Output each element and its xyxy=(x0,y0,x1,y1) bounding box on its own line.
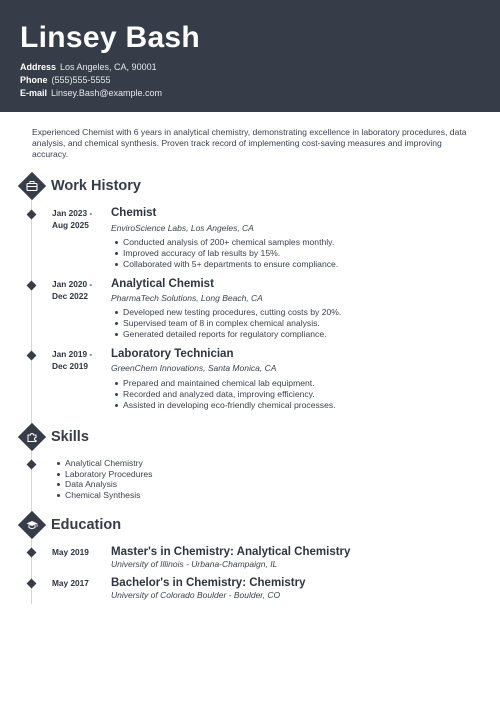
list-item: Supervised team of 8 in complex chemical analysis. xyxy=(114,318,341,329)
job-dates xyxy=(52,279,106,302)
timeline-marker xyxy=(27,460,37,470)
contact-value: Linsey.Bash@example.com xyxy=(51,88,163,98)
contact-email xyxy=(20,87,162,99)
list-item: Collaborated with 5+ departments to ensure compliance. xyxy=(114,259,338,270)
graduation-cap-icon xyxy=(18,511,46,539)
list-item: Assisted in developing eco-friendly chemical processes. xyxy=(114,400,336,411)
job-organization: EnviroScience Labs, Los Angeles, CA xyxy=(111,223,254,233)
skill-item: Laboratory Procedures xyxy=(56,469,152,480)
timeline-marker xyxy=(27,579,37,589)
timeline-marker xyxy=(27,210,37,220)
list-item: Developed new testing procedures, cutting costs by 20%. xyxy=(114,307,341,318)
contact-address xyxy=(20,61,157,73)
job-bullets xyxy=(114,237,338,270)
skill-item: Data Analysis xyxy=(56,479,152,490)
puzzle-icon xyxy=(18,423,46,451)
job-title: Laboratory Technician xyxy=(111,348,234,360)
candidate-name: Linsey Bash xyxy=(20,21,201,54)
job-dates xyxy=(52,349,106,372)
job-bullets xyxy=(114,307,341,340)
section-title-skills: Skills xyxy=(51,429,89,445)
job-organization: PharmaTech Solutions, Long Beach, CA xyxy=(111,293,263,303)
list-item: Prepared and maintained chemical lab equipment. xyxy=(114,378,336,389)
resume-header xyxy=(0,0,500,112)
list-item: Conducted analysis of 200+ chemical samples monthly. xyxy=(114,237,338,248)
contact-label: E-mail xyxy=(20,88,48,98)
job-title: Analytical Chemist xyxy=(111,278,214,290)
skills-list xyxy=(56,458,152,501)
degree-title: Master's in Chemistry: Analytical Chemistry xyxy=(111,546,351,558)
job-title: Chemist xyxy=(111,207,157,219)
list-item: Improved accuracy of lab results by 15%. xyxy=(114,248,338,259)
section-title-education: Education xyxy=(51,517,122,533)
date-end: Aug 2025 xyxy=(52,219,89,230)
date-start: Jan 2020 - xyxy=(52,279,93,289)
date-end: Dec 2019 xyxy=(52,360,88,371)
job-organization: GreenChem Innovations, Santa Monica, CA xyxy=(111,363,277,373)
education-date: May 2019 xyxy=(52,547,89,557)
professional-summary: Experienced Chemist with 6 years in analytical chemistry, demonstrating excellence in laboratory procedures, data analysis, and chemical synthesis. Proven track record of implementing cost-saving measures and improving accuracy. xyxy=(32,127,467,159)
degree-title: Bachelor's in Chemistry: Chemistry xyxy=(111,577,306,589)
list-item: Generated detailed reports for regulatory compliance. xyxy=(114,329,341,340)
date-start: Jan 2023 - xyxy=(52,208,93,218)
contact-label: Address xyxy=(20,62,57,72)
date-end: Dec 2022 xyxy=(52,290,88,301)
school-name: University of Illinois - Urbana-Champaign, IL xyxy=(111,559,278,569)
school-name: University of Colorado Boulder - Boulder, CO xyxy=(111,590,281,600)
contact-phone xyxy=(20,74,111,86)
section-title-work-history: Work History xyxy=(51,178,141,194)
job-dates xyxy=(52,208,106,231)
timeline-marker xyxy=(27,351,37,361)
job-bullets xyxy=(114,378,336,411)
timeline-line xyxy=(31,184,32,604)
contact-label: Phone xyxy=(20,75,48,85)
skill-item: Chemical Synthesis xyxy=(56,490,152,501)
contact-value: Los Angeles, CA, 90001 xyxy=(60,62,157,72)
timeline-marker xyxy=(27,548,37,558)
education-date: May 2017 xyxy=(52,578,89,588)
briefcase-icon xyxy=(18,172,46,200)
contact-value: (555)555-5555 xyxy=(51,75,111,85)
timeline-marker xyxy=(27,281,37,291)
date-start: Jan 2019 - xyxy=(52,349,93,359)
skill-item: Analytical Chemistry xyxy=(56,458,152,469)
list-item: Recorded and analyzed data, improving efficiency. xyxy=(114,389,336,400)
